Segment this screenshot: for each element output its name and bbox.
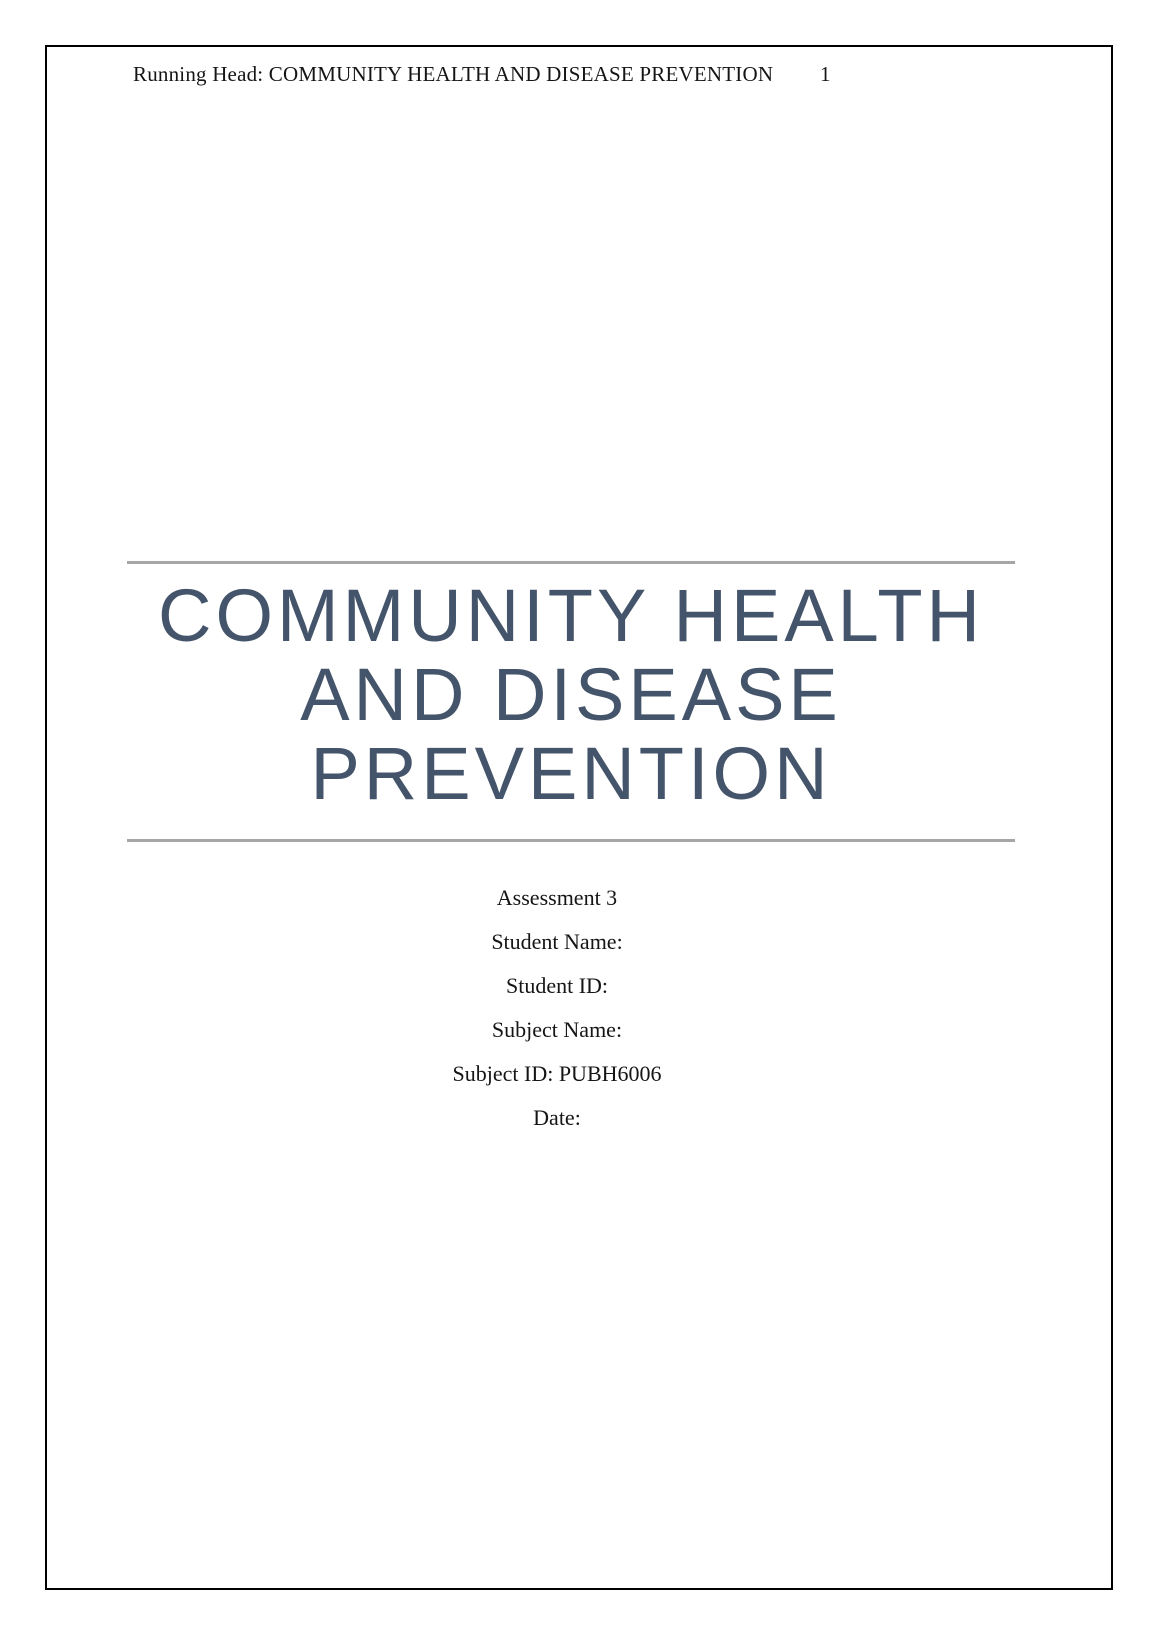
subject-name-label: Subject Name: xyxy=(491,1017,623,1042)
title-rule-top xyxy=(127,561,1015,564)
title-line-1: COMMUNITY HEALTH xyxy=(158,574,984,657)
page-number: 1 xyxy=(820,62,831,86)
student-id-label: Student ID: xyxy=(505,973,609,998)
title-rule-bottom xyxy=(127,839,1015,842)
title-line-2: AND DISEASE xyxy=(300,653,842,736)
subject-id-label: Subject ID: PUBH6006 xyxy=(452,1061,662,1086)
date-label: Date: xyxy=(533,1105,581,1130)
title-line-3: PREVENTION xyxy=(310,732,832,815)
page-border xyxy=(45,45,1113,1590)
running-head: Running Head: COMMUNITY HEALTH AND DISEASE PREVENTION xyxy=(133,62,774,86)
cover-details xyxy=(113,876,1001,1140)
student-name-label: Student Name: xyxy=(491,929,623,954)
assessment-label: Assessment 3 xyxy=(496,885,618,910)
document-title xyxy=(127,576,1015,813)
